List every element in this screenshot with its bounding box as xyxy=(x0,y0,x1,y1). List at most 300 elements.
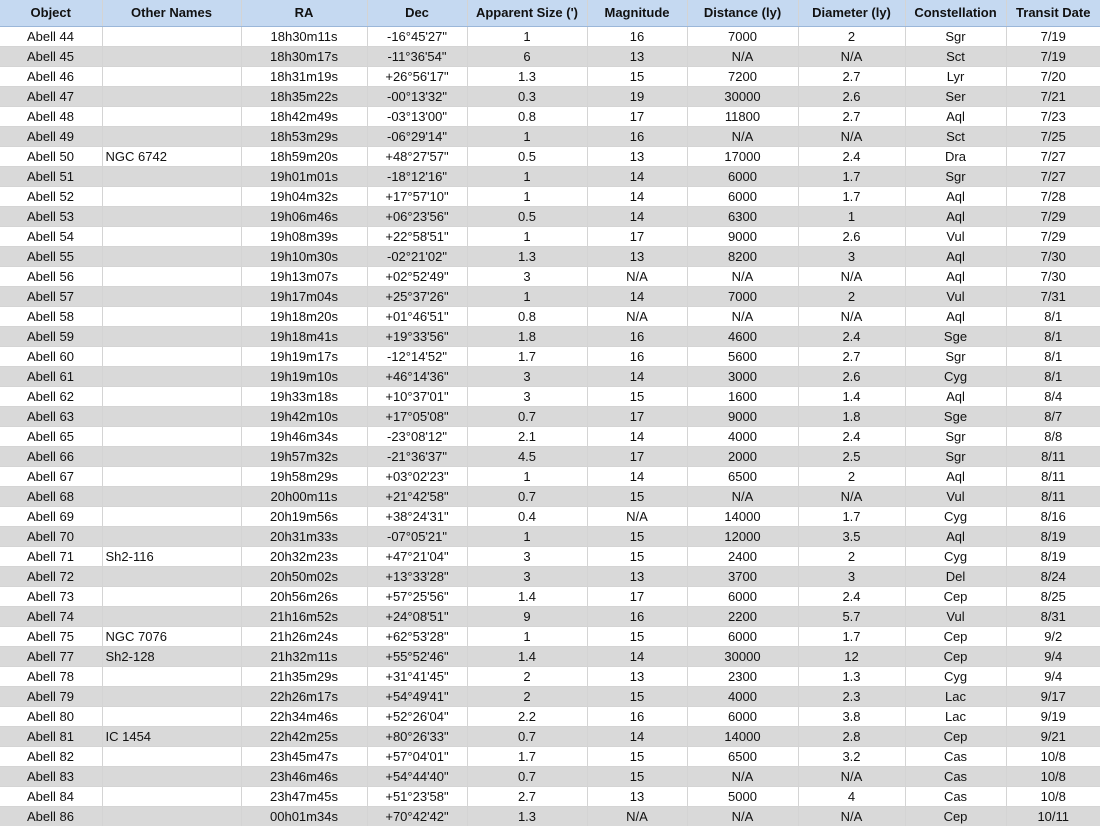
transit-date-cell[interactable]: 8/31 xyxy=(1006,606,1100,626)
dec-cell[interactable]: +31°41'45" xyxy=(367,666,467,686)
object-cell[interactable]: Abell 51 xyxy=(0,166,102,186)
transit-date-cell[interactable]: 9/21 xyxy=(1006,726,1100,746)
dec-cell[interactable]: +10°37'01" xyxy=(367,386,467,406)
other-names-cell[interactable] xyxy=(102,506,241,526)
ra-cell[interactable]: 21h26m24s xyxy=(241,626,367,646)
distance-cell[interactable]: 6300 xyxy=(687,206,798,226)
ra-cell[interactable]: 18h53m29s xyxy=(241,126,367,146)
distance-cell[interactable]: 6000 xyxy=(687,166,798,186)
object-cell[interactable]: Abell 72 xyxy=(0,566,102,586)
apparent-size-cell[interactable]: 3 xyxy=(467,366,587,386)
distance-cell[interactable]: 2400 xyxy=(687,546,798,566)
constellation-cell[interactable]: Cep xyxy=(905,586,1006,606)
ra-cell[interactable]: 23h45m47s xyxy=(241,746,367,766)
object-cell[interactable]: Abell 86 xyxy=(0,806,102,826)
dec-cell[interactable]: -11°36'54" xyxy=(367,46,467,66)
transit-date-cell[interactable]: 8/1 xyxy=(1006,306,1100,326)
dec-cell[interactable]: -00°13'32" xyxy=(367,86,467,106)
dec-cell[interactable]: +01°46'51" xyxy=(367,306,467,326)
constellation-cell[interactable]: Aql xyxy=(905,106,1006,126)
distance-cell[interactable]: 6000 xyxy=(687,706,798,726)
magnitude-cell[interactable]: 15 xyxy=(587,766,687,786)
transit-date-cell[interactable]: 8/1 xyxy=(1006,366,1100,386)
magnitude-cell[interactable]: 16 xyxy=(587,26,687,46)
apparent-size-cell[interactable]: 0.5 xyxy=(467,206,587,226)
ra-cell[interactable]: 19h46m34s xyxy=(241,426,367,446)
magnitude-cell[interactable]: 16 xyxy=(587,126,687,146)
ra-cell[interactable]: 18h59m20s xyxy=(241,146,367,166)
distance-cell[interactable]: 17000 xyxy=(687,146,798,166)
constellation-cell[interactable]: Sgr xyxy=(905,26,1006,46)
other-names-cell[interactable] xyxy=(102,806,241,826)
constellation-cell[interactable]: Sgr xyxy=(905,426,1006,446)
apparent-size-cell[interactable]: 3 xyxy=(467,566,587,586)
distance-cell[interactable]: 6000 xyxy=(687,186,798,206)
diameter-cell[interactable]: 2.3 xyxy=(798,686,905,706)
transit-date-cell[interactable]: 7/25 xyxy=(1006,126,1100,146)
magnitude-cell[interactable]: 13 xyxy=(587,146,687,166)
object-cell[interactable]: Abell 60 xyxy=(0,346,102,366)
magnitude-cell[interactable]: 19 xyxy=(587,86,687,106)
ra-cell[interactable]: 19h06m46s xyxy=(241,206,367,226)
transit-date-cell[interactable]: 8/11 xyxy=(1006,486,1100,506)
column-header-constellation[interactable]: Constellation xyxy=(905,0,1006,26)
apparent-size-cell[interactable]: 2 xyxy=(467,666,587,686)
magnitude-cell[interactable]: 14 xyxy=(587,206,687,226)
transit-date-cell[interactable]: 10/8 xyxy=(1006,766,1100,786)
other-names-cell[interactable] xyxy=(102,586,241,606)
ra-cell[interactable]: 20h31m33s xyxy=(241,526,367,546)
apparent-size-cell[interactable]: 3 xyxy=(467,266,587,286)
object-cell[interactable]: Abell 53 xyxy=(0,206,102,226)
apparent-size-cell[interactable]: 1 xyxy=(467,466,587,486)
diameter-cell[interactable]: 2.7 xyxy=(798,346,905,366)
other-names-cell[interactable] xyxy=(102,366,241,386)
diameter-cell[interactable]: N/A xyxy=(798,766,905,786)
ra-cell[interactable]: 23h46m46s xyxy=(241,766,367,786)
constellation-cell[interactable]: Vul xyxy=(905,226,1006,246)
object-cell[interactable]: Abell 80 xyxy=(0,706,102,726)
other-names-cell[interactable] xyxy=(102,26,241,46)
constellation-cell[interactable]: Lyr xyxy=(905,66,1006,86)
diameter-cell[interactable]: 12 xyxy=(798,646,905,666)
apparent-size-cell[interactable]: 0.5 xyxy=(467,146,587,166)
diameter-cell[interactable]: 1.8 xyxy=(798,406,905,426)
other-names-cell[interactable] xyxy=(102,706,241,726)
diameter-cell[interactable]: 2.4 xyxy=(798,146,905,166)
ra-cell[interactable]: 22h26m17s xyxy=(241,686,367,706)
object-cell[interactable]: Abell 81 xyxy=(0,726,102,746)
magnitude-cell[interactable]: 17 xyxy=(587,106,687,126)
object-cell[interactable]: Abell 47 xyxy=(0,86,102,106)
distance-cell[interactable]: 3700 xyxy=(687,566,798,586)
distance-cell[interactable]: N/A xyxy=(687,266,798,286)
object-cell[interactable]: Abell 66 xyxy=(0,446,102,466)
apparent-size-cell[interactable]: 1 xyxy=(467,186,587,206)
other-names-cell[interactable] xyxy=(102,226,241,246)
apparent-size-cell[interactable]: 3 xyxy=(467,546,587,566)
transit-date-cell[interactable]: 7/19 xyxy=(1006,26,1100,46)
other-names-cell[interactable] xyxy=(102,86,241,106)
dec-cell[interactable]: +48°27'57" xyxy=(367,146,467,166)
column-header-diameter[interactable]: Diameter (ly) xyxy=(798,0,905,26)
other-names-cell[interactable] xyxy=(102,206,241,226)
column-header-transit-date[interactable]: Transit Date xyxy=(1006,0,1100,26)
diameter-cell[interactable]: 1.7 xyxy=(798,186,905,206)
transit-date-cell[interactable]: 8/7 xyxy=(1006,406,1100,426)
other-names-cell[interactable] xyxy=(102,446,241,466)
transit-date-cell[interactable]: 7/19 xyxy=(1006,46,1100,66)
apparent-size-cell[interactable]: 0.3 xyxy=(467,86,587,106)
dec-cell[interactable]: -02°21'02" xyxy=(367,246,467,266)
distance-cell[interactable]: 30000 xyxy=(687,86,798,106)
object-cell[interactable]: Abell 82 xyxy=(0,746,102,766)
transit-date-cell[interactable]: 9/2 xyxy=(1006,626,1100,646)
transit-date-cell[interactable]: 7/23 xyxy=(1006,106,1100,126)
apparent-size-cell[interactable]: 1 xyxy=(467,166,587,186)
other-names-cell[interactable] xyxy=(102,246,241,266)
distance-cell[interactable]: 8200 xyxy=(687,246,798,266)
magnitude-cell[interactable]: 14 xyxy=(587,726,687,746)
constellation-cell[interactable]: Sgr xyxy=(905,166,1006,186)
diameter-cell[interactable]: 4 xyxy=(798,786,905,806)
transit-date-cell[interactable]: 9/17 xyxy=(1006,686,1100,706)
constellation-cell[interactable]: Aql xyxy=(905,526,1006,546)
constellation-cell[interactable]: Aql xyxy=(905,266,1006,286)
distance-cell[interactable]: N/A xyxy=(687,806,798,826)
object-cell[interactable]: Abell 69 xyxy=(0,506,102,526)
ra-cell[interactable]: 19h57m32s xyxy=(241,446,367,466)
apparent-size-cell[interactable]: 2 xyxy=(467,686,587,706)
diameter-cell[interactable]: 2.5 xyxy=(798,446,905,466)
distance-cell[interactable]: 4000 xyxy=(687,426,798,446)
object-cell[interactable]: Abell 83 xyxy=(0,766,102,786)
transit-date-cell[interactable]: 8/1 xyxy=(1006,346,1100,366)
other-names-cell[interactable] xyxy=(102,486,241,506)
column-header-ra[interactable]: RA xyxy=(241,0,367,26)
transit-date-cell[interactable]: 7/27 xyxy=(1006,166,1100,186)
dec-cell[interactable]: +54°49'41" xyxy=(367,686,467,706)
constellation-cell[interactable]: Vul xyxy=(905,286,1006,306)
other-names-cell[interactable] xyxy=(102,326,241,346)
transit-date-cell[interactable]: 7/30 xyxy=(1006,266,1100,286)
object-cell[interactable]: Abell 50 xyxy=(0,146,102,166)
other-names-cell[interactable]: IC 1454 xyxy=(102,726,241,746)
transit-date-cell[interactable]: 8/24 xyxy=(1006,566,1100,586)
object-cell[interactable]: Abell 55 xyxy=(0,246,102,266)
dec-cell[interactable]: -21°36'37" xyxy=(367,446,467,466)
other-names-cell[interactable]: Sh2-116 xyxy=(102,546,241,566)
ra-cell[interactable]: 19h10m30s xyxy=(241,246,367,266)
constellation-cell[interactable]: Ser xyxy=(905,86,1006,106)
ra-cell[interactable]: 18h42m49s xyxy=(241,106,367,126)
constellation-cell[interactable]: Cyg xyxy=(905,366,1006,386)
ra-cell[interactable]: 18h31m19s xyxy=(241,66,367,86)
other-names-cell[interactable]: NGC 6742 xyxy=(102,146,241,166)
column-header-dec[interactable]: Dec xyxy=(367,0,467,26)
other-names-cell[interactable] xyxy=(102,566,241,586)
dec-cell[interactable]: +19°33'56" xyxy=(367,326,467,346)
transit-date-cell[interactable]: 8/1 xyxy=(1006,326,1100,346)
apparent-size-cell[interactable]: 0.7 xyxy=(467,406,587,426)
other-names-cell[interactable] xyxy=(102,166,241,186)
other-names-cell[interactable] xyxy=(102,106,241,126)
magnitude-cell[interactable]: 14 xyxy=(587,166,687,186)
constellation-cell[interactable]: Sgr xyxy=(905,446,1006,466)
object-cell[interactable]: Abell 52 xyxy=(0,186,102,206)
apparent-size-cell[interactable]: 2.1 xyxy=(467,426,587,446)
apparent-size-cell[interactable]: 1 xyxy=(467,126,587,146)
transit-date-cell[interactable]: 8/11 xyxy=(1006,446,1100,466)
magnitude-cell[interactable]: 15 xyxy=(587,66,687,86)
transit-date-cell[interactable]: 8/11 xyxy=(1006,466,1100,486)
dec-cell[interactable]: +54°44'40" xyxy=(367,766,467,786)
dec-cell[interactable]: +06°23'56" xyxy=(367,206,467,226)
ra-cell[interactable]: 20h00m11s xyxy=(241,486,367,506)
constellation-cell[interactable]: Aql xyxy=(905,306,1006,326)
diameter-cell[interactable]: N/A xyxy=(798,806,905,826)
dec-cell[interactable]: -06°29'14" xyxy=(367,126,467,146)
constellation-cell[interactable]: Vul xyxy=(905,486,1006,506)
object-cell[interactable]: Abell 46 xyxy=(0,66,102,86)
distance-cell[interactable]: 1600 xyxy=(687,386,798,406)
apparent-size-cell[interactable]: 1.8 xyxy=(467,326,587,346)
object-cell[interactable]: Abell 77 xyxy=(0,646,102,666)
other-names-cell[interactable] xyxy=(102,386,241,406)
diameter-cell[interactable]: 2.6 xyxy=(798,86,905,106)
other-names-cell[interactable] xyxy=(102,406,241,426)
apparent-size-cell[interactable]: 3 xyxy=(467,386,587,406)
ra-cell[interactable]: 19h19m17s xyxy=(241,346,367,366)
object-cell[interactable]: Abell 74 xyxy=(0,606,102,626)
transit-date-cell[interactable]: 10/8 xyxy=(1006,786,1100,806)
magnitude-cell[interactable]: 15 xyxy=(587,386,687,406)
ra-cell[interactable]: 19h13m07s xyxy=(241,266,367,286)
diameter-cell[interactable]: 5.7 xyxy=(798,606,905,626)
ra-cell[interactable]: 18h30m17s xyxy=(241,46,367,66)
magnitude-cell[interactable]: 14 xyxy=(587,366,687,386)
distance-cell[interactable]: 7200 xyxy=(687,66,798,86)
distance-cell[interactable]: 2000 xyxy=(687,446,798,466)
distance-cell[interactable]: 30000 xyxy=(687,646,798,666)
dec-cell[interactable]: +38°24'31" xyxy=(367,506,467,526)
dec-cell[interactable]: -03°13'00" xyxy=(367,106,467,126)
ra-cell[interactable]: 18h30m11s xyxy=(241,26,367,46)
distance-cell[interactable]: 6000 xyxy=(687,626,798,646)
diameter-cell[interactable]: 2.6 xyxy=(798,366,905,386)
magnitude-cell[interactable]: 14 xyxy=(587,466,687,486)
ra-cell[interactable]: 21h32m11s xyxy=(241,646,367,666)
constellation-cell[interactable]: Sct xyxy=(905,46,1006,66)
magnitude-cell[interactable]: 15 xyxy=(587,526,687,546)
constellation-cell[interactable]: Lac xyxy=(905,706,1006,726)
dec-cell[interactable]: -23°08'12" xyxy=(367,426,467,446)
diameter-cell[interactable]: 3.5 xyxy=(798,526,905,546)
ra-cell[interactable]: 19h19m10s xyxy=(241,366,367,386)
diameter-cell[interactable]: N/A xyxy=(798,126,905,146)
other-names-cell[interactable] xyxy=(102,686,241,706)
dec-cell[interactable]: +52°26'04" xyxy=(367,706,467,726)
transit-date-cell[interactable]: 9/4 xyxy=(1006,666,1100,686)
ra-cell[interactable]: 21h35m29s xyxy=(241,666,367,686)
apparent-size-cell[interactable]: 1.3 xyxy=(467,66,587,86)
transit-date-cell[interactable]: 7/28 xyxy=(1006,186,1100,206)
ra-cell[interactable]: 19h18m20s xyxy=(241,306,367,326)
constellation-cell[interactable]: Cyg xyxy=(905,666,1006,686)
distance-cell[interactable]: 11800 xyxy=(687,106,798,126)
other-names-cell[interactable] xyxy=(102,186,241,206)
magnitude-cell[interactable]: 16 xyxy=(587,346,687,366)
distance-cell[interactable]: 7000 xyxy=(687,286,798,306)
diameter-cell[interactable]: 2 xyxy=(798,26,905,46)
column-header-distance[interactable]: Distance (ly) xyxy=(687,0,798,26)
other-names-cell[interactable] xyxy=(102,346,241,366)
transit-date-cell[interactable]: 10/11 xyxy=(1006,806,1100,826)
object-cell[interactable]: Abell 56 xyxy=(0,266,102,286)
object-cell[interactable]: Abell 54 xyxy=(0,226,102,246)
dec-cell[interactable]: +51°23'58" xyxy=(367,786,467,806)
dec-cell[interactable]: +26°56'17" xyxy=(367,66,467,86)
distance-cell[interactable]: 14000 xyxy=(687,726,798,746)
ra-cell[interactable]: 20h32m23s xyxy=(241,546,367,566)
diameter-cell[interactable]: 2 xyxy=(798,546,905,566)
dec-cell[interactable]: +24°08'51" xyxy=(367,606,467,626)
distance-cell[interactable]: N/A xyxy=(687,126,798,146)
dec-cell[interactable]: -12°14'52" xyxy=(367,346,467,366)
other-names-cell[interactable] xyxy=(102,666,241,686)
distance-cell[interactable]: N/A xyxy=(687,46,798,66)
other-names-cell[interactable] xyxy=(102,746,241,766)
constellation-cell[interactable]: Aql xyxy=(905,206,1006,226)
ra-cell[interactable]: 19h42m10s xyxy=(241,406,367,426)
ra-cell[interactable]: 20h19m56s xyxy=(241,506,367,526)
distance-cell[interactable]: 6500 xyxy=(687,746,798,766)
transit-date-cell[interactable]: 8/8 xyxy=(1006,426,1100,446)
apparent-size-cell[interactable]: 0.7 xyxy=(467,486,587,506)
magnitude-cell[interactable]: N/A xyxy=(587,266,687,286)
column-header-magnitude[interactable]: Magnitude xyxy=(587,0,687,26)
magnitude-cell[interactable]: 15 xyxy=(587,746,687,766)
object-cell[interactable]: Abell 44 xyxy=(0,26,102,46)
object-cell[interactable]: Abell 70 xyxy=(0,526,102,546)
magnitude-cell[interactable]: 16 xyxy=(587,326,687,346)
diameter-cell[interactable]: N/A xyxy=(798,306,905,326)
magnitude-cell[interactable]: 13 xyxy=(587,46,687,66)
distance-cell[interactable]: N/A xyxy=(687,306,798,326)
constellation-cell[interactable]: Lac xyxy=(905,686,1006,706)
dec-cell[interactable]: +17°05'08" xyxy=(367,406,467,426)
constellation-cell[interactable]: Aql xyxy=(905,466,1006,486)
apparent-size-cell[interactable]: 1.7 xyxy=(467,346,587,366)
diameter-cell[interactable]: 2.4 xyxy=(798,326,905,346)
distance-cell[interactable]: 5600 xyxy=(687,346,798,366)
apparent-size-cell[interactable]: 1 xyxy=(467,626,587,646)
magnitude-cell[interactable]: 14 xyxy=(587,646,687,666)
diameter-cell[interactable]: 3 xyxy=(798,566,905,586)
dec-cell[interactable]: +22°58'51" xyxy=(367,226,467,246)
dec-cell[interactable]: +62°53'28" xyxy=(367,626,467,646)
distance-cell[interactable]: 6000 xyxy=(687,586,798,606)
magnitude-cell[interactable]: 17 xyxy=(587,446,687,466)
magnitude-cell[interactable]: 15 xyxy=(587,626,687,646)
diameter-cell[interactable]: 2.4 xyxy=(798,586,905,606)
apparent-size-cell[interactable]: 6 xyxy=(467,46,587,66)
other-names-cell[interactable] xyxy=(102,606,241,626)
ra-cell[interactable]: 19h58m29s xyxy=(241,466,367,486)
diameter-cell[interactable]: N/A xyxy=(798,46,905,66)
constellation-cell[interactable]: Sgr xyxy=(905,346,1006,366)
object-cell[interactable]: Abell 59 xyxy=(0,326,102,346)
diameter-cell[interactable]: 2 xyxy=(798,466,905,486)
apparent-size-cell[interactable]: 1 xyxy=(467,286,587,306)
magnitude-cell[interactable]: 13 xyxy=(587,786,687,806)
diameter-cell[interactable]: 2.7 xyxy=(798,66,905,86)
other-names-cell[interactable]: Sh2-128 xyxy=(102,646,241,666)
ra-cell[interactable]: 20h50m02s xyxy=(241,566,367,586)
transit-date-cell[interactable]: 8/4 xyxy=(1006,386,1100,406)
object-cell[interactable]: Abell 73 xyxy=(0,586,102,606)
constellation-cell[interactable]: Cep xyxy=(905,626,1006,646)
dec-cell[interactable]: +03°02'23" xyxy=(367,466,467,486)
transit-date-cell[interactable]: 7/29 xyxy=(1006,206,1100,226)
transit-date-cell[interactable]: 7/20 xyxy=(1006,66,1100,86)
object-cell[interactable]: Abell 79 xyxy=(0,686,102,706)
transit-date-cell[interactable]: 8/25 xyxy=(1006,586,1100,606)
ra-cell[interactable]: 19h08m39s xyxy=(241,226,367,246)
other-names-cell[interactable] xyxy=(102,66,241,86)
apparent-size-cell[interactable]: 2.7 xyxy=(467,786,587,806)
constellation-cell[interactable]: Del xyxy=(905,566,1006,586)
diameter-cell[interactable]: 2.8 xyxy=(798,726,905,746)
magnitude-cell[interactable]: N/A xyxy=(587,306,687,326)
object-cell[interactable]: Abell 57 xyxy=(0,286,102,306)
apparent-size-cell[interactable]: 1.4 xyxy=(467,586,587,606)
ra-cell[interactable]: 19h17m04s xyxy=(241,286,367,306)
transit-date-cell[interactable]: 10/8 xyxy=(1006,746,1100,766)
diameter-cell[interactable]: 1.3 xyxy=(798,666,905,686)
constellation-cell[interactable]: Sge xyxy=(905,326,1006,346)
constellation-cell[interactable]: Cep xyxy=(905,726,1006,746)
dec-cell[interactable]: -18°12'16" xyxy=(367,166,467,186)
ra-cell[interactable]: 20h56m26s xyxy=(241,586,367,606)
object-cell[interactable]: Abell 61 xyxy=(0,366,102,386)
object-cell[interactable]: Abell 49 xyxy=(0,126,102,146)
dec-cell[interactable]: +02°52'49" xyxy=(367,266,467,286)
ra-cell[interactable]: 19h18m41s xyxy=(241,326,367,346)
ra-cell[interactable]: 00h01m34s xyxy=(241,806,367,826)
ra-cell[interactable]: 19h33m18s xyxy=(241,386,367,406)
other-names-cell[interactable]: NGC 7076 xyxy=(102,626,241,646)
magnitude-cell[interactable]: 15 xyxy=(587,686,687,706)
magnitude-cell[interactable]: 14 xyxy=(587,286,687,306)
magnitude-cell[interactable]: 13 xyxy=(587,246,687,266)
distance-cell[interactable]: 7000 xyxy=(687,26,798,46)
diameter-cell[interactable]: 1.7 xyxy=(798,626,905,646)
magnitude-cell[interactable]: 17 xyxy=(587,586,687,606)
constellation-cell[interactable]: Aql xyxy=(905,386,1006,406)
constellation-cell[interactable]: Sct xyxy=(905,126,1006,146)
diameter-cell[interactable]: 3.2 xyxy=(798,746,905,766)
object-cell[interactable]: Abell 48 xyxy=(0,106,102,126)
transit-date-cell[interactable]: 8/19 xyxy=(1006,526,1100,546)
constellation-cell[interactable]: Sge xyxy=(905,406,1006,426)
constellation-cell[interactable]: Aql xyxy=(905,186,1006,206)
distance-cell[interactable]: 4600 xyxy=(687,326,798,346)
magnitude-cell[interactable]: 14 xyxy=(587,426,687,446)
dec-cell[interactable]: +21°42'58" xyxy=(367,486,467,506)
ra-cell[interactable]: 19h01m01s xyxy=(241,166,367,186)
diameter-cell[interactable]: N/A xyxy=(798,486,905,506)
